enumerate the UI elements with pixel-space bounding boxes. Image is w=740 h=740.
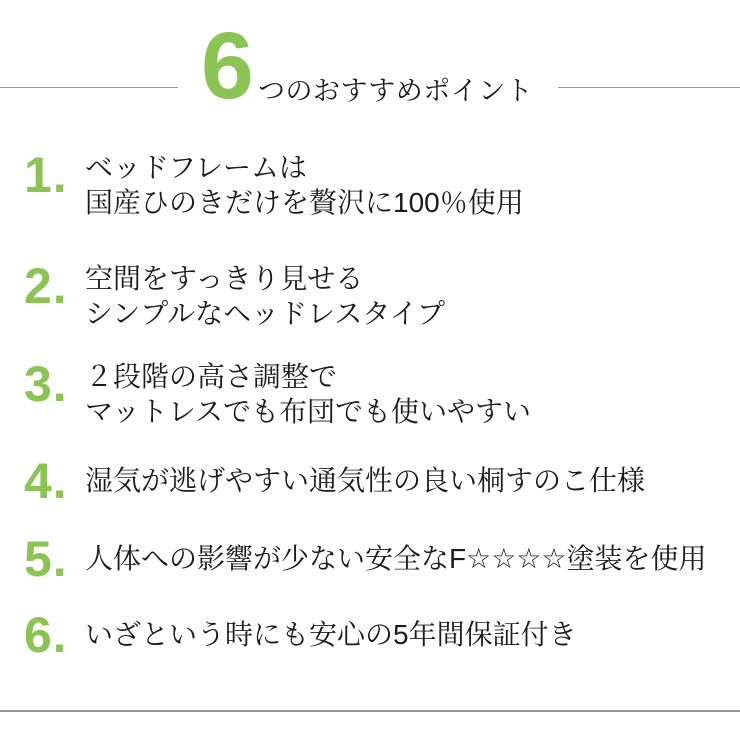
point-text-1-line-2: 国産ひのきだけを贅沢に100％使用 bbox=[85, 187, 524, 218]
point-text-4 bbox=[85, 463, 645, 498]
point-text-2-line-2: シンプルなヘッドレスタイプ bbox=[85, 298, 445, 329]
point-text-3-line-1: ２段階の高さ調整で bbox=[85, 361, 338, 392]
point-number-5: 5. bbox=[24, 531, 68, 587]
point-text-3 bbox=[85, 359, 531, 429]
point-number-3: 3. bbox=[24, 356, 68, 412]
point-number-2: 2. bbox=[24, 258, 68, 314]
header-title: つのおすすめポイント bbox=[258, 76, 534, 106]
header-left-rule bbox=[0, 87, 178, 88]
point-text-3-line-2: マットレスでも布団でも使いやすい bbox=[85, 396, 532, 427]
header-right-rule bbox=[558, 87, 740, 88]
point-text-6 bbox=[85, 617, 577, 652]
point-text-1-line-1: ベッドフレームは bbox=[85, 152, 308, 183]
bottom-divider bbox=[0, 710, 740, 712]
point-number-1: 1. bbox=[24, 147, 68, 203]
point-text-5 bbox=[85, 541, 707, 576]
point-text-4-line-1: 湿気が逃げやすい通気性の良い桐すのこ仕様 bbox=[85, 465, 646, 496]
point-number-4: 4. bbox=[24, 453, 68, 509]
header-big-number: 6 bbox=[201, 13, 254, 119]
point-text-5-line-1: 人体への影響が少ない安全なF☆☆☆☆塗装を使用 bbox=[85, 543, 707, 574]
point-number-6: 6. bbox=[24, 607, 68, 663]
point-text-1 bbox=[85, 150, 524, 220]
point-text-6-line-1: いざという時にも安心の5年間保証付き bbox=[85, 619, 577, 650]
point-text-2 bbox=[85, 261, 445, 331]
point-text-2-line-1: 空間をすっきり見せる bbox=[85, 263, 364, 294]
